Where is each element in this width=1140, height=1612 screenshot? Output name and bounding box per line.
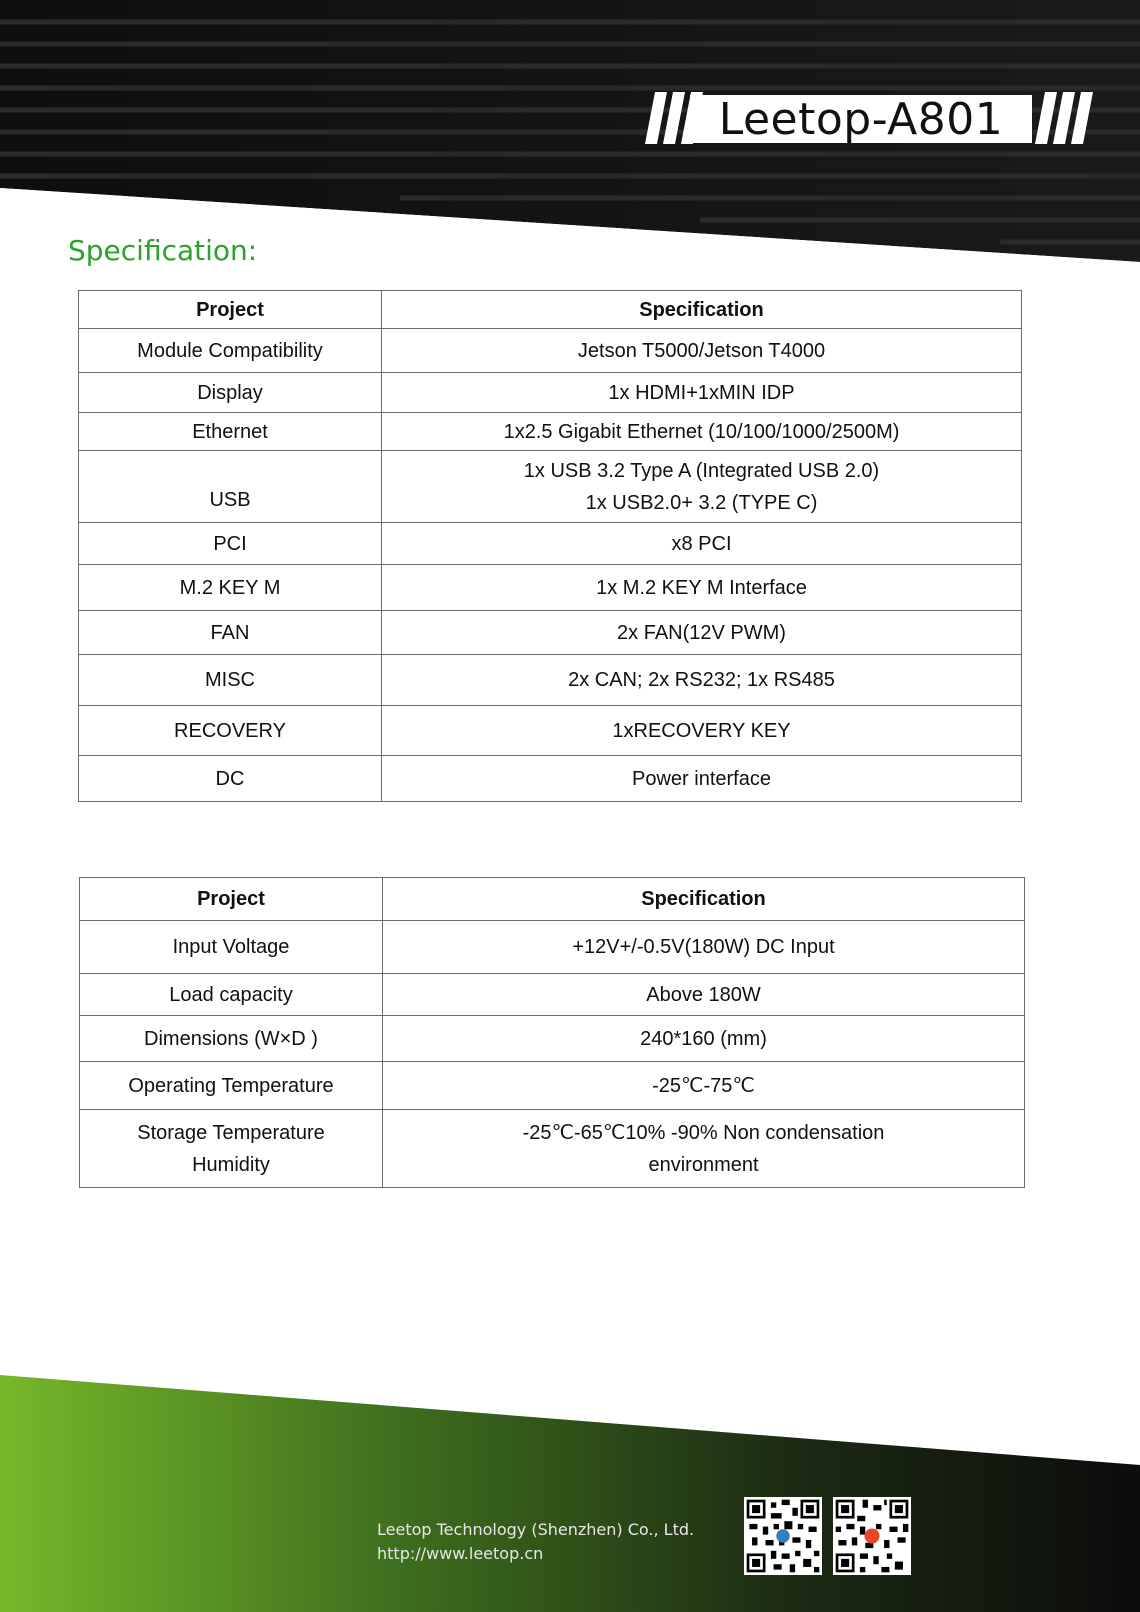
table-row [80,1016,1025,1062]
table-row [79,565,1022,611]
table-row [79,451,1022,523]
spec-cell: 240*160 (mm) [383,1016,1025,1062]
spec-cell: Above 180W [383,974,1025,1016]
project-cell [80,1110,383,1188]
company-info [377,1518,694,1566]
project-cell: USB [79,451,382,523]
spec-line: 1x USB 3.2 Type A (Integrated USB 2.0) [523,459,880,482]
spec-cell: 1xRECOVERY KEY [382,706,1022,756]
qr-code-icon [744,1497,822,1575]
spec-cell [383,1110,1025,1188]
table-row [79,329,1022,373]
project-cell: FAN [79,611,382,655]
spec-line: environment [648,1153,759,1176]
spec-cell: 1x2.5 Gigabit Ethernet (10/100/1000/2500M) [382,413,1022,451]
spec-cell: x8 PCI [382,523,1022,565]
project-cell: Operating Temperature [80,1062,383,1110]
spec-cell [382,451,1022,523]
project-cell: RECOVERY [79,706,382,756]
project-cell: Ethernet [79,413,382,451]
project-line: Humidity [192,1153,270,1176]
column-header-project: Project [80,878,383,921]
project-line: Storage Temperature [137,1121,325,1144]
table-header-row [80,878,1025,921]
table-row [79,706,1022,756]
table-row [80,974,1025,1016]
project-cell: Module Compatibility [79,329,382,373]
project-cell: Load capacity [80,974,383,1016]
project-cell: DC [79,756,382,802]
project-cell: MISC [79,655,382,706]
table-header-row [79,291,1022,329]
table-row [80,1110,1025,1188]
table-row [79,373,1022,413]
spec-cell: 1x HDMI+1xMIN IDP [382,373,1022,413]
table-row [79,413,1022,451]
company-url[interactable]: http://www.leetop.cn [377,1544,544,1563]
spec-cell: 2x CAN; 2x RS232; 1x RS485 [382,655,1022,706]
spec-cell: -25℃-75℃ [383,1062,1025,1110]
spec-cell: Jetson T5000/Jetson T4000 [382,329,1022,373]
footer-banner [0,1375,1140,1612]
spec-cell: +12V+/-0.5V(180W) DC Input [383,921,1025,974]
section-heading: Specification: [68,234,258,267]
table-row [80,921,1025,974]
spec-cell: 2x FAN(12V PWM) [382,611,1022,655]
project-cell: Display [79,373,382,413]
project-cell: Dimensions (W×D ) [80,1016,383,1062]
spec-cell: 1x M.2 KEY M Interface [382,565,1022,611]
table-row [79,655,1022,706]
spec-cell: Power interface [382,756,1022,802]
project-cell: PCI [79,523,382,565]
spec-table-power [79,877,1025,1188]
column-header-specification: Specification [383,878,1025,921]
product-title-box [690,95,1032,143]
table-row [79,611,1022,655]
qr-code-icon [833,1497,911,1575]
slash-decoration-icon [1035,92,1095,144]
table-row [79,756,1022,802]
column-header-project: Project [79,291,382,329]
project-cell: Input Voltage [80,921,383,974]
column-header-specification: Specification [382,291,1022,329]
table-row [79,523,1022,565]
spec-line: -25℃-65℃10% -90% Non condensation [522,1121,885,1144]
product-title: Leetop-A801 [718,93,1004,145]
spec-table-io [78,290,1022,802]
project-cell: M.2 KEY M [79,565,382,611]
table-row [80,1062,1025,1110]
company-name: Leetop Technology (Shenzhen) Co., Ltd. [377,1520,695,1539]
spec-line: 1x USB2.0+ 3.2 (TYPE C) [585,491,818,514]
